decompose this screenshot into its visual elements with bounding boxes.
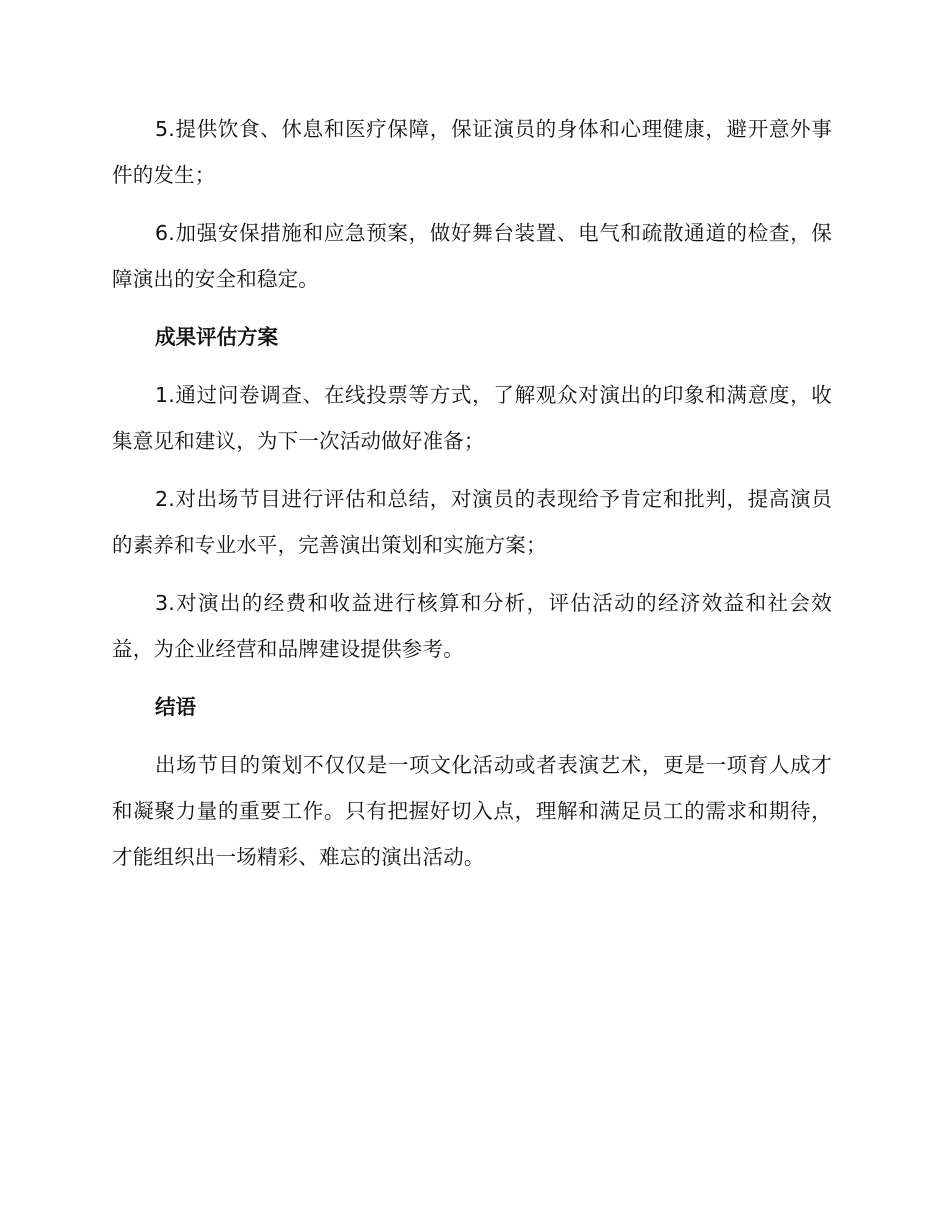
paragraph-item-5: 5.提供饮食、休息和医疗保障，保证演员的身体和心理健康，避开意外事件的发生； (112, 117, 832, 187)
evaluation-item-2: 2.对出场节目进行评估和总结，对演员的表现给予肯定和批判，提高演员的素养和专业水平，完善演出策划和实施方案； (112, 487, 832, 557)
heading-conclusion: 结语 (155, 695, 196, 719)
evaluation-item-1: 1.通过问卷调查、在线投票等方式，了解观众对演出的印象和满意度，收集意见和建议，为下一次活动做好准备； (112, 383, 832, 453)
heading-evaluation: 成果评估方案 (155, 325, 278, 349)
paragraph-item-6: 6.加强安保措施和应急预案，做好舞台装置、电气和疏散通道的检查，保障演出的安全和稳定。 (112, 221, 832, 291)
conclusion-paragraph: 出场节目的策划不仅仅是一项文化活动或者表演艺术，更是一项育人成才和凝聚力量的重要工作。只有把握好切入点，理解和满足员工的需求和期待，才能组织出一场精彩、难忘的演出活动。 (112, 753, 832, 869)
document-page (112, 106, 832, 892)
evaluation-item-3: 3.对演出的经费和收益进行核算和分析，评估活动的经济效益和社会效益，为企业经营和品牌建设提供参考。 (112, 591, 832, 661)
